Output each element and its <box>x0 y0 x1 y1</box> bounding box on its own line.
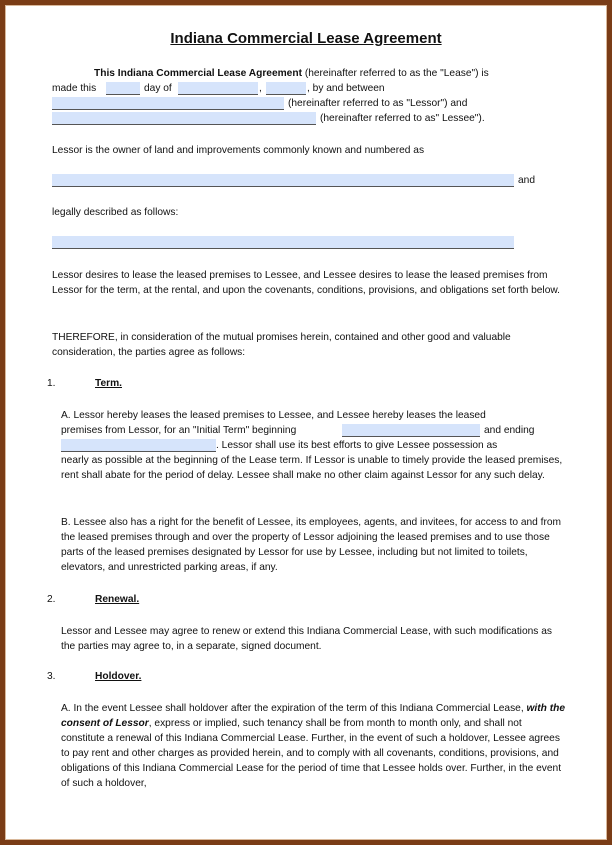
initial-term-begin-field[interactable] <box>342 424 480 437</box>
document-title: Indiana Commercial Lease Agreement <box>170 30 442 47</box>
lessee-ref-label: (hereinafter referred to as" Lessee"). <box>320 113 485 124</box>
year-field[interactable] <box>266 82 306 95</box>
month-field[interactable] <box>178 82 258 95</box>
renewal-paragraph: Lessor and Lessee may agree to renew or extend this Indiana Commercial Lease, with such modifications as the parties may agree to, in a separate, signed document. <box>61 626 552 652</box>
term-b-paragraph: B. Lessee also has a right for the benefit of Lessee, its employees, agents, and invitees, for access to and from the leased premises through and over the property of Lessor adjoining the leased premises and to use those parts of the leased premises designated by Lessor for use by Lessee, including but not limited to toilets, elevators, and unrestricted parking areas, if any. <box>61 517 562 573</box>
by-and-between-label: , by and between <box>307 83 385 94</box>
document-page <box>5 5 607 840</box>
lessor-name-field[interactable] <box>52 97 284 110</box>
day-field[interactable] <box>106 82 140 95</box>
section-1-heading: Term. <box>95 378 122 389</box>
section-2-number: 2. <box>47 594 56 605</box>
premises-address-field[interactable] <box>52 174 514 187</box>
section-2-heading: Renewal. <box>95 594 140 605</box>
intro-line-1 <box>94 66 489 81</box>
comma-label: , <box>259 83 262 94</box>
holdover-text-end: , express or implied, such tenancy shall be from month to month only, and shall not constitute a renewal of this Indiana Commercial Lease. Further, in the event of such a holdover, Lessee agrees to pay rent and other charges as provided herein, and to comply with all covenants, conditions, provisions, and obligations of this Indiana Commercial Lease for the period of time that Lessee holds over. Further, in the event of such a holdover, <box>61 718 562 789</box>
term-a-line-3: . Lessor shall use its best efforts to give Lessee possession as <box>216 440 498 451</box>
holdover-paragraph <box>61 701 566 791</box>
initial-term-end-field[interactable] <box>61 439 216 452</box>
holdover-consent-emphasis: with the consent of Lessor <box>61 703 565 729</box>
and-label: and <box>518 175 535 186</box>
term-a-rest: nearly as possible at the beginning of the Lease term. If Lessor is unable to timely provide the leased premises, rent shall abate for the period of delay. Lessee shall make no other claim against Lessor for any such delay. <box>61 455 563 481</box>
intro-lease-ref: (hereinafter referred to as the "Lease") is <box>304 68 489 79</box>
section-1-number: 1. <box>47 378 56 389</box>
lessee-name-field[interactable] <box>52 112 316 125</box>
legal-description-label: legally described as follows: <box>52 207 179 218</box>
legal-description-field[interactable] <box>52 236 514 249</box>
day-of-label: day of <box>144 83 172 94</box>
desire-paragraph: Lessor desires to lease the leased premises to Lessee, and Lessee desires to lease the leased premises from Lessor for the term, at the rental, and upon the covenants, conditions, provisions, and obligations set forth below. <box>52 270 560 296</box>
section-3-heading: Holdover. <box>95 671 142 682</box>
intro-bold-title: This Indiana Commercial Lease Agreement <box>94 68 302 79</box>
term-a-line-2: premises from Lessor, for an "Initial Term" beginning <box>61 425 297 436</box>
therefore-paragraph: THEREFORE, in consideration of the mutual promises herein, contained and other good and valuable consideration, the parties agree as follows: <box>52 332 511 358</box>
term-a-line-1: A. Lessor hereby leases the leased premises to Lessee, and Lessee hereby leases the leased <box>61 410 486 421</box>
and-ending-label: and ending <box>484 425 535 436</box>
lessor-ref-label: (hereinafter referred to as "Lessor") and <box>288 98 468 109</box>
holdover-text-start: A. In the event Lessee shall holdover after the expiration of the term of this Indiana Commercial Lease, <box>61 703 527 714</box>
made-this-label: made this <box>52 83 97 94</box>
section-3-number: 3. <box>47 671 56 682</box>
owner-text: Lessor is the owner of land and improvements commonly known and numbered as <box>52 145 425 156</box>
